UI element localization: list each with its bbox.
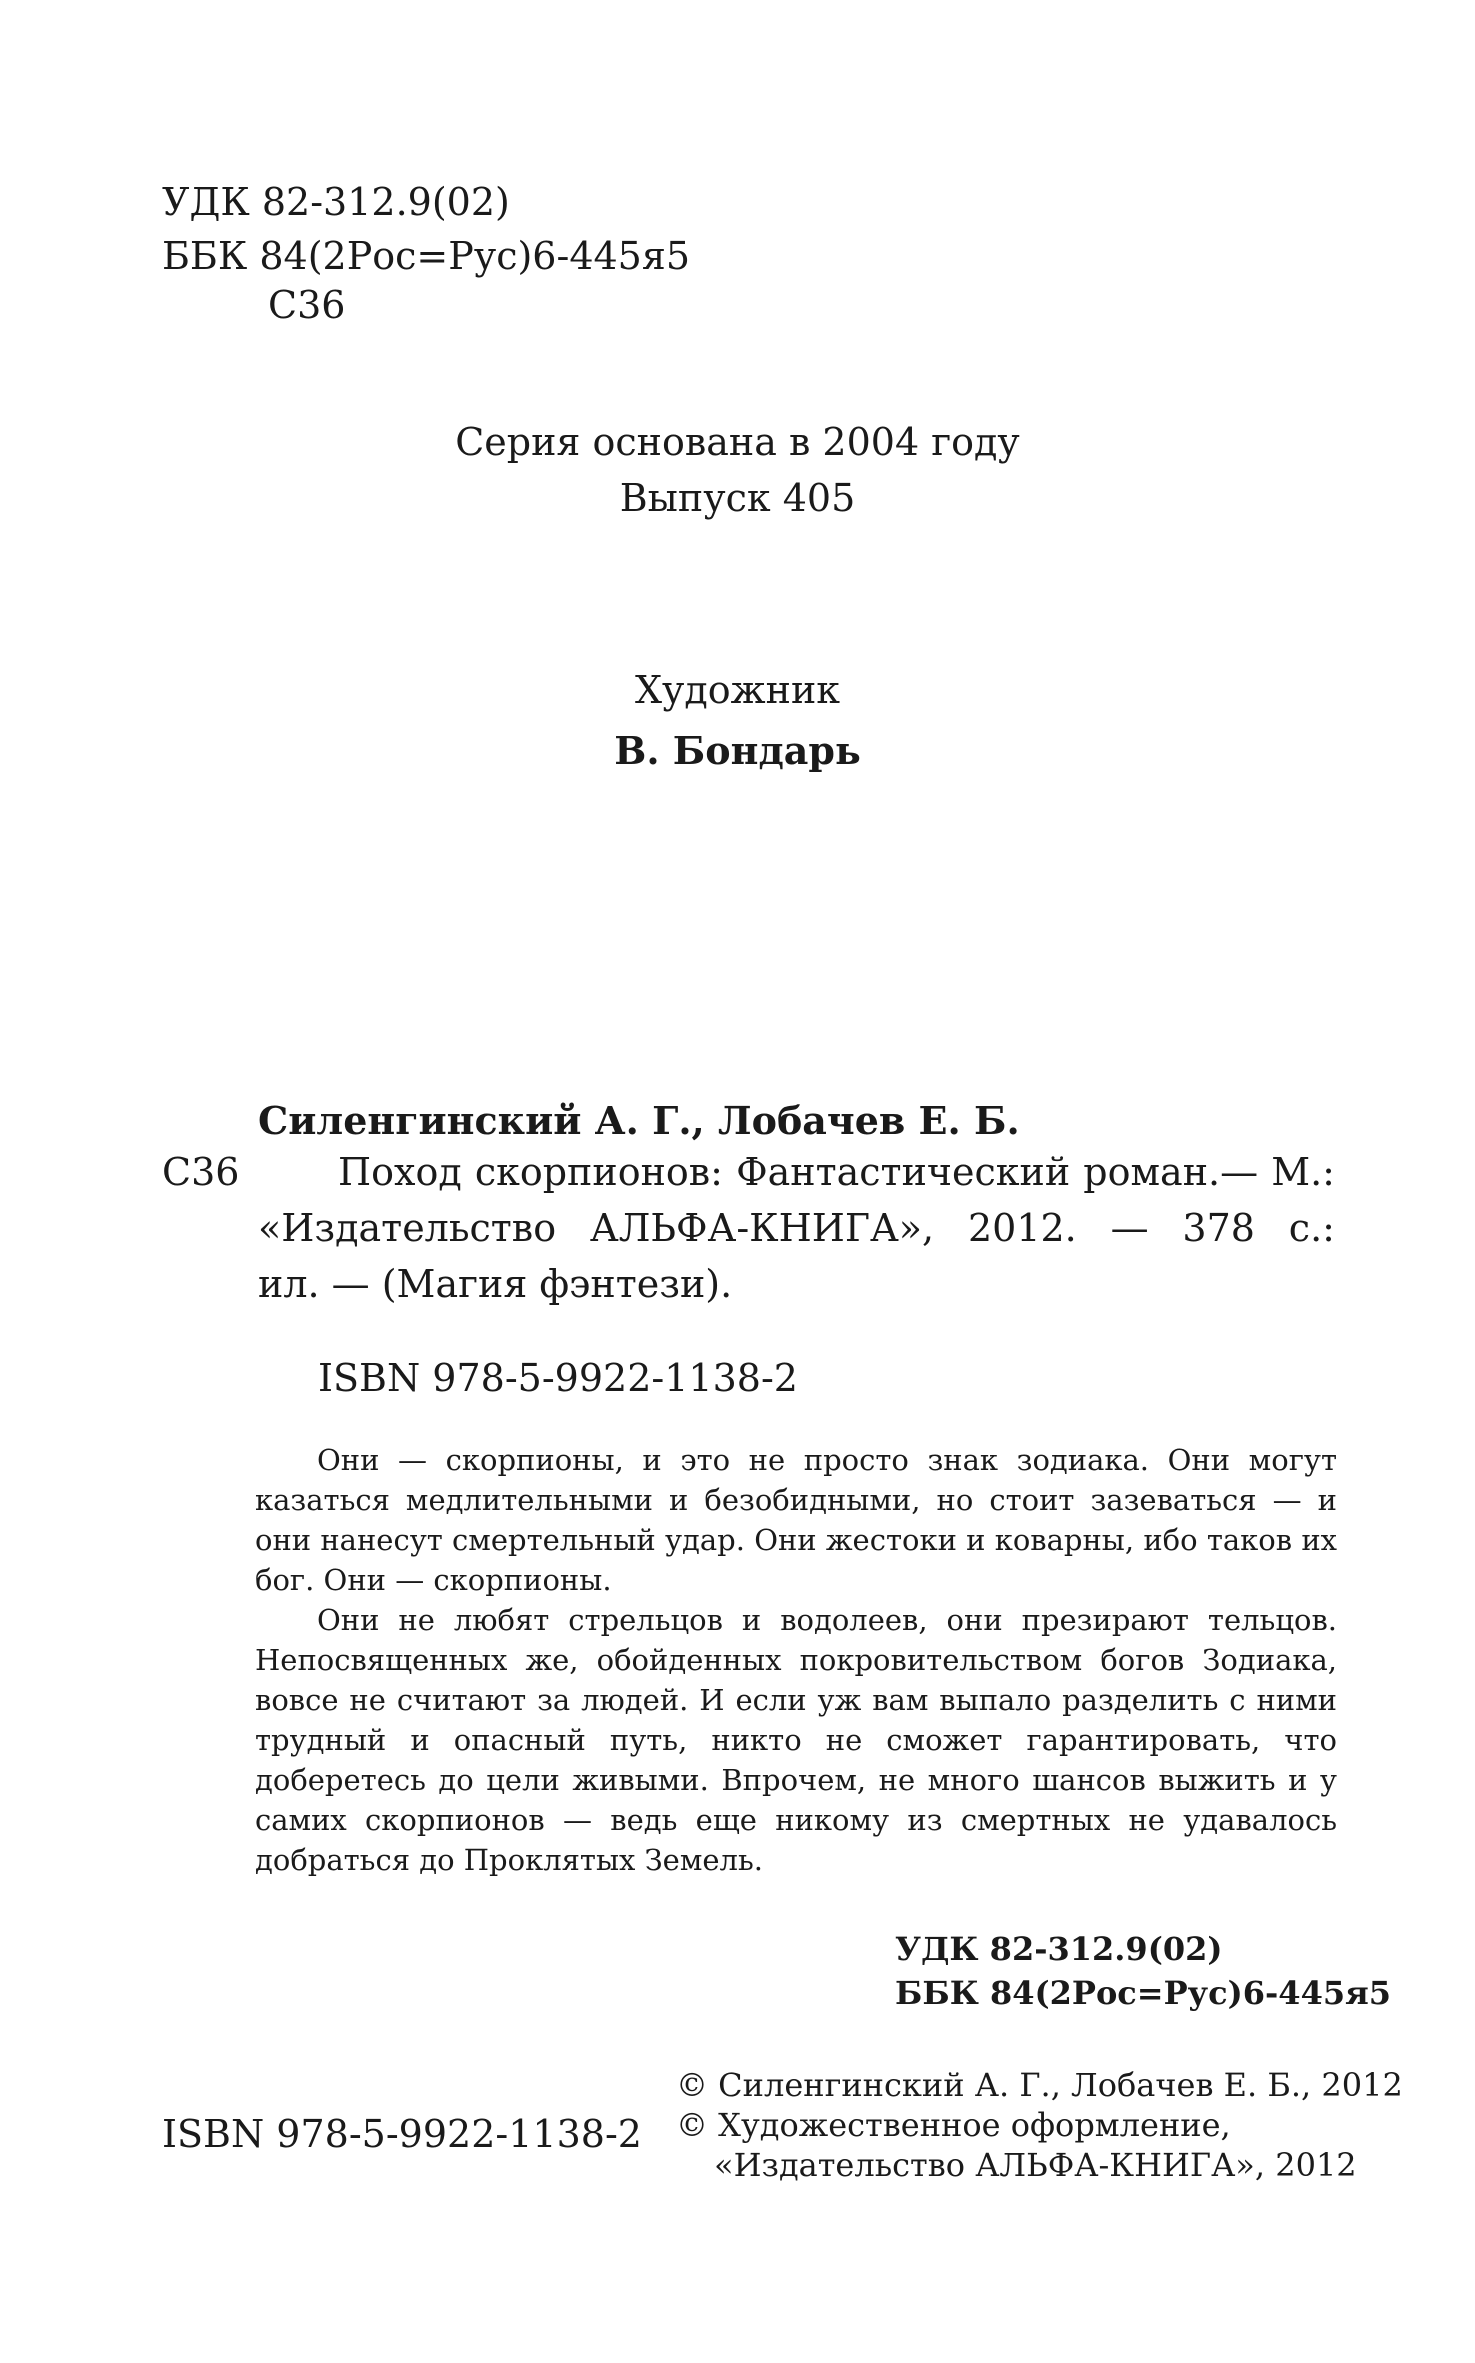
catalog-isbn: ISBN 978-5-9922-1138-2	[318, 1356, 798, 1400]
catalog-word: 378	[1182, 1206, 1255, 1250]
catalog-word: 2012.	[967, 1206, 1077, 1250]
classification-bbk: ББК 84(2Рос=Рус)6-445я5	[895, 1974, 1391, 2012]
catalog-word: М.:	[1271, 1150, 1335, 1194]
artist-label: Художник	[634, 668, 841, 712]
catalog-word: скорпионов:	[474, 1150, 723, 1194]
classification-udk: УДК 82-312.9(02)	[895, 1930, 1223, 1968]
footer-copyright-2: © Художественное оформление,	[676, 2106, 1231, 2144]
footer-copyright-1: © Силенгинский А. Г., Лобачев Е. Б., 2012	[676, 2066, 1403, 2104]
annotation	[255, 1440, 1337, 1880]
header-udk: УДК 82-312.9(02)	[162, 180, 510, 224]
catalog-line-3: ил. — (Магия фэнтези).	[258, 1262, 733, 1306]
header-code: С36	[268, 283, 346, 327]
series-founded: Серия основана в 2004 году	[455, 420, 1020, 464]
catalog-code: С36	[162, 1150, 240, 1194]
annotation-paragraph-2: Они не любят стрельцов и водолеев, они презирают тельцов. Непосвященных же, обойденных покровительством богов Зодиака, вовсе не считают за людей. И если уж вам выпало разделить с ними трудный и опасный путь, никто не сможет гарантировать, что доберетесь до цели живыми. Впрочем, не много шансов выжить и у самих скорпионов — ведь еще никому из смертных не удавалось добраться до Проклятых Земель.	[255, 1603, 1337, 1877]
series-issue: Выпуск 405	[619, 476, 856, 520]
catalog-word: АЛЬФА-КНИГА»,	[589, 1206, 935, 1250]
catalog-word: —	[1110, 1206, 1149, 1250]
footer-copyright-3: «Издательство АЛЬФА-КНИГА», 2012	[714, 2146, 1357, 2184]
catalog-word: Поход	[338, 1150, 462, 1194]
catalog-line-1	[338, 1150, 1335, 1194]
catalog-line-2	[258, 1206, 1335, 1250]
catalog-word: роман.—	[1083, 1150, 1259, 1194]
catalog-word: Фантастический	[736, 1150, 1071, 1194]
catalog-authors: Силенгинский А. Г., Лобачев Е. Б.	[258, 1098, 1020, 1143]
annotation-paragraph-1: Они — скорпионы, и это не просто знак зодиака. Они могут казаться медлительными и безобидными, но стоит зазеваться — и они нанесут смертельный удар. Они жестоки и коварны, ибо таков их бог. Они — скорпионы.	[255, 1443, 1337, 1597]
footer-isbn: ISBN 978-5-9922-1138-2	[162, 2112, 642, 2156]
artist-name: В. Бондарь	[614, 728, 861, 773]
catalog-word: с.:	[1288, 1206, 1335, 1250]
header-bbk: ББК 84(2Рос=Рус)6-445я5	[162, 234, 690, 278]
catalog-word: «Издательство	[258, 1206, 557, 1250]
